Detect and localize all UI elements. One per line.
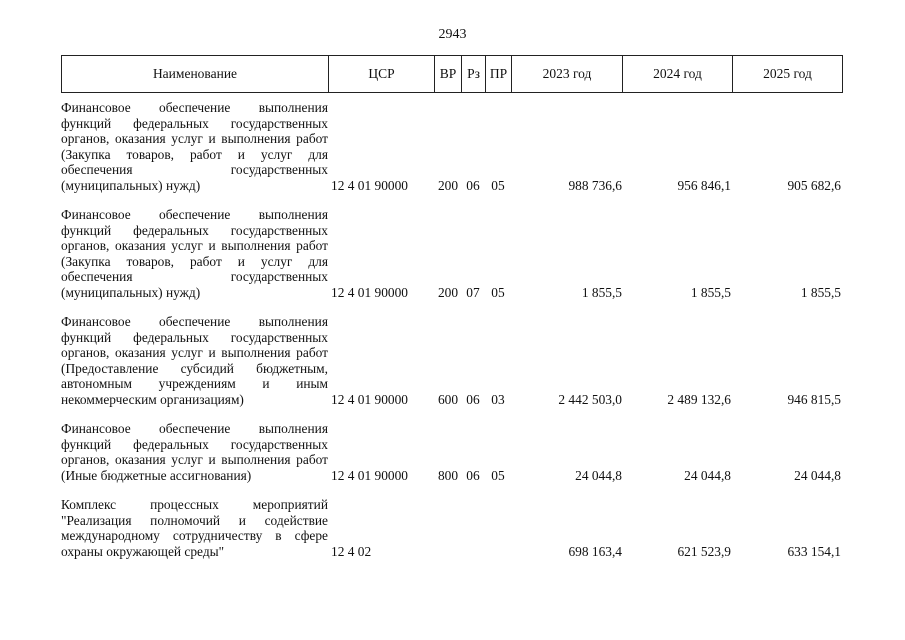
row-rz: 07: [466, 284, 480, 300]
row-amount-2024: 2 489 132,6: [667, 391, 731, 407]
row-rz: 06: [466, 177, 480, 193]
row-vr: 800: [437, 467, 459, 483]
table-body: [61, 100, 842, 559]
page-number: 2943: [438, 27, 467, 42]
row-pr: 05: [491, 467, 505, 483]
column-header-vr: ВР: [435, 56, 462, 93]
column-header-2024: 2024 год: [623, 56, 733, 93]
row-csr: 12 4 01 90000: [331, 284, 408, 300]
column-header-name: Наименование: [62, 56, 329, 93]
row-name: Финансовое обеспечение выполнения функций федеральных государственных органов, оказания услуг и выполнения работ (Закупка товаров, работ и услуг для обеспечения государственных (муниципальных) нужд): [61, 100, 328, 193]
column-header-2025: 2025 год: [733, 56, 843, 93]
row-amount-2024: 956 846,1: [677, 177, 731, 193]
column-header-rz: Рз: [462, 56, 486, 93]
column-header-csr: ЦСР: [329, 56, 435, 93]
table-header: [61, 55, 843, 93]
row-pr: 05: [491, 177, 505, 193]
table-row: [61, 314, 842, 407]
row-vr: 600: [437, 391, 459, 407]
table-row: [61, 497, 842, 559]
table-row: [61, 100, 842, 193]
row-name: Финансовое обеспечение выполнения функций федеральных государственных органов, оказания услуг и выполнения работ (Иные бюджетные ассигнования): [61, 421, 328, 483]
row-amount-2023: 2 442 503,0: [558, 391, 622, 407]
row-amount-2025: 905 682,6: [787, 177, 841, 193]
row-csr: 12 4 01 90000: [331, 467, 408, 483]
row-amount-2023: 24 044,8: [575, 467, 622, 483]
row-vr: 200: [437, 284, 459, 300]
row-csr: 12 4 02: [331, 543, 372, 559]
row-name: Финансовое обеспечение выполнения функций федеральных государственных органов, оказания услуг и выполнения работ (Предоставление субсидий бюджетным, автономным учреждениям и иным некоммерческим организациям): [61, 314, 328, 407]
row-amount-2023: 988 736,6: [568, 177, 622, 193]
row-amount-2024: 621 523,9: [677, 543, 731, 559]
row-amount-2025: 946 815,5: [787, 391, 841, 407]
row-amount-2023: 698 163,4: [568, 543, 622, 559]
row-name: Финансовое обеспечение выполнения функций федеральных государственных органов, оказания услуг и выполнения работ (Закупка товаров, работ и услуг для обеспечения государственных (муниципальных) нужд): [61, 207, 328, 300]
row-csr: 12 4 01 90000: [331, 391, 408, 407]
row-amount-2025: 24 044,8: [794, 467, 841, 483]
row-pr: 03: [491, 391, 505, 407]
column-header-2023: 2023 год: [512, 56, 623, 93]
row-vr: 200: [437, 177, 459, 193]
row-name: Комплекс процессных мероприятий "Реализация полномочий и содействие международному сотрудничеству в сфере охраны окружающей среды": [61, 497, 328, 559]
row-rz: 06: [466, 467, 480, 483]
table-row: [61, 421, 842, 483]
row-rz: 06: [466, 391, 480, 407]
row-amount-2024: 1 855,5: [690, 284, 731, 300]
row-amount-2025: 1 855,5: [800, 284, 841, 300]
row-csr: 12 4 01 90000: [331, 177, 408, 193]
row-amount-2023: 1 855,5: [581, 284, 622, 300]
row-amount-2025: 633 154,1: [787, 543, 841, 559]
column-header-pr: ПР: [486, 56, 512, 93]
table-row: [61, 207, 842, 300]
row-pr: 05: [491, 284, 505, 300]
row-amount-2024: 24 044,8: [684, 467, 731, 483]
